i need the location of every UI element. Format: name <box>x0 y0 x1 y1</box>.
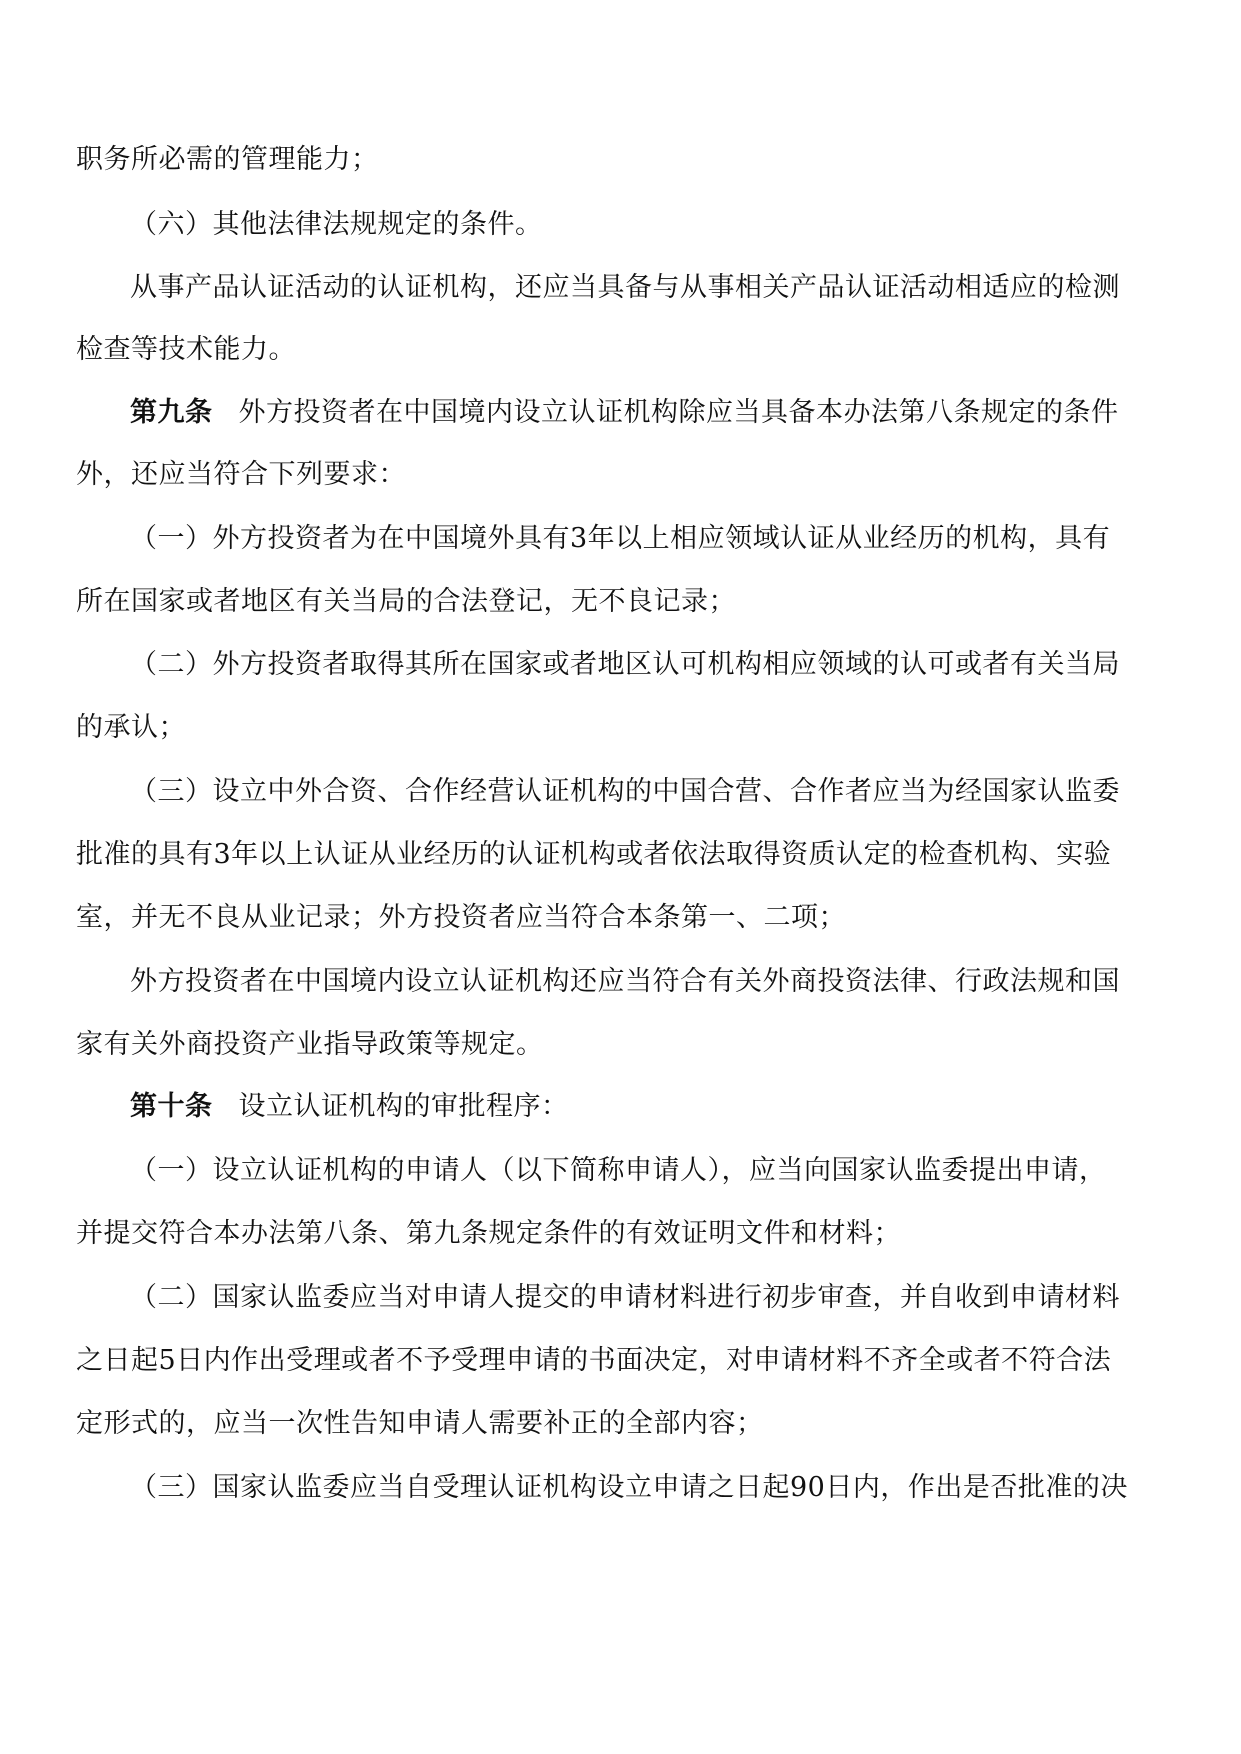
article-9-text: 外方投资者在中国境内设立认证机构除应当具备本办法第八条规定的条件 <box>238 397 1119 428</box>
text-line: 职务所必需的管理能力； <box>76 144 379 175</box>
text-line: 外方投资者在中国境内设立认证机构还应当符合有关外商投资法律、行政法规和国 <box>130 966 1120 997</box>
text-line: （六）其他法律法规规定的条件。 <box>130 209 543 240</box>
text-line: （二）外方投资者取得其所在国家或者地区认可机构相应领域的认可或者有关当局 <box>130 649 1120 680</box>
text-line: 批准的具有3年以上认证从业经历的认证机构或者依法取得资质认定的检查机构、实验 <box>76 839 1112 870</box>
text-line: 外，还应当符合下列要求： <box>76 459 406 490</box>
text-line: 的承认； <box>76 712 186 743</box>
text-line: （三）国家认监委应当自受理认证机构设立申请之日起90日内，作出是否批准的决 <box>130 1472 1128 1503</box>
article-10-text: 设立认证机构的审批程序： <box>238 1091 569 1122</box>
article-10-heading: 第十条 <box>130 1091 213 1122</box>
text-line: 室，并无不良从业记录；外方投资者应当符合本条第一、二项； <box>76 902 846 933</box>
text-line: （一）设立认证机构的申请人（以下简称申请人），应当向国家认监委提出申请， <box>130 1155 1107 1186</box>
text-line: 从事产品认证活动的认证机构，还应当具备与从事相关产品认证活动相适应的检测 <box>130 272 1120 303</box>
text-line: 家有关外商投资产业指导政策等规定。 <box>76 1029 544 1060</box>
text-line: （二）国家认监委应当对申请人提交的申请材料进行初步审查，并自收到申请材料 <box>130 1282 1120 1313</box>
text-line: 定形式的，应当一次性告知申请人需要补正的全部内容； <box>76 1408 764 1439</box>
article-10-line <box>130 1087 1241 1127</box>
text-line: 所在国家或者地区有关当局的合法登记，无不良记录； <box>76 586 736 617</box>
text-line: （一）外方投资者为在中国境外具有3年以上相应领域认证从业经历的机构，具有 <box>130 523 1111 554</box>
text-line: （三）设立中外合资、合作经营认证机构的中国合营、合作者应当为经国家认监委 <box>130 776 1120 807</box>
text-line: 检查等技术能力。 <box>76 334 296 365</box>
text-line: 并提交符合本办法第八条、第九条规定条件的有效证明文件和材料； <box>76 1218 901 1249</box>
article-9-heading: 第九条 <box>130 397 213 428</box>
text-line: 之日起5日内作出受理或者不予受理申请的书面决定，对申请材料不齐全或者不符合法 <box>76 1345 1112 1376</box>
article-9-line <box>130 393 1241 433</box>
